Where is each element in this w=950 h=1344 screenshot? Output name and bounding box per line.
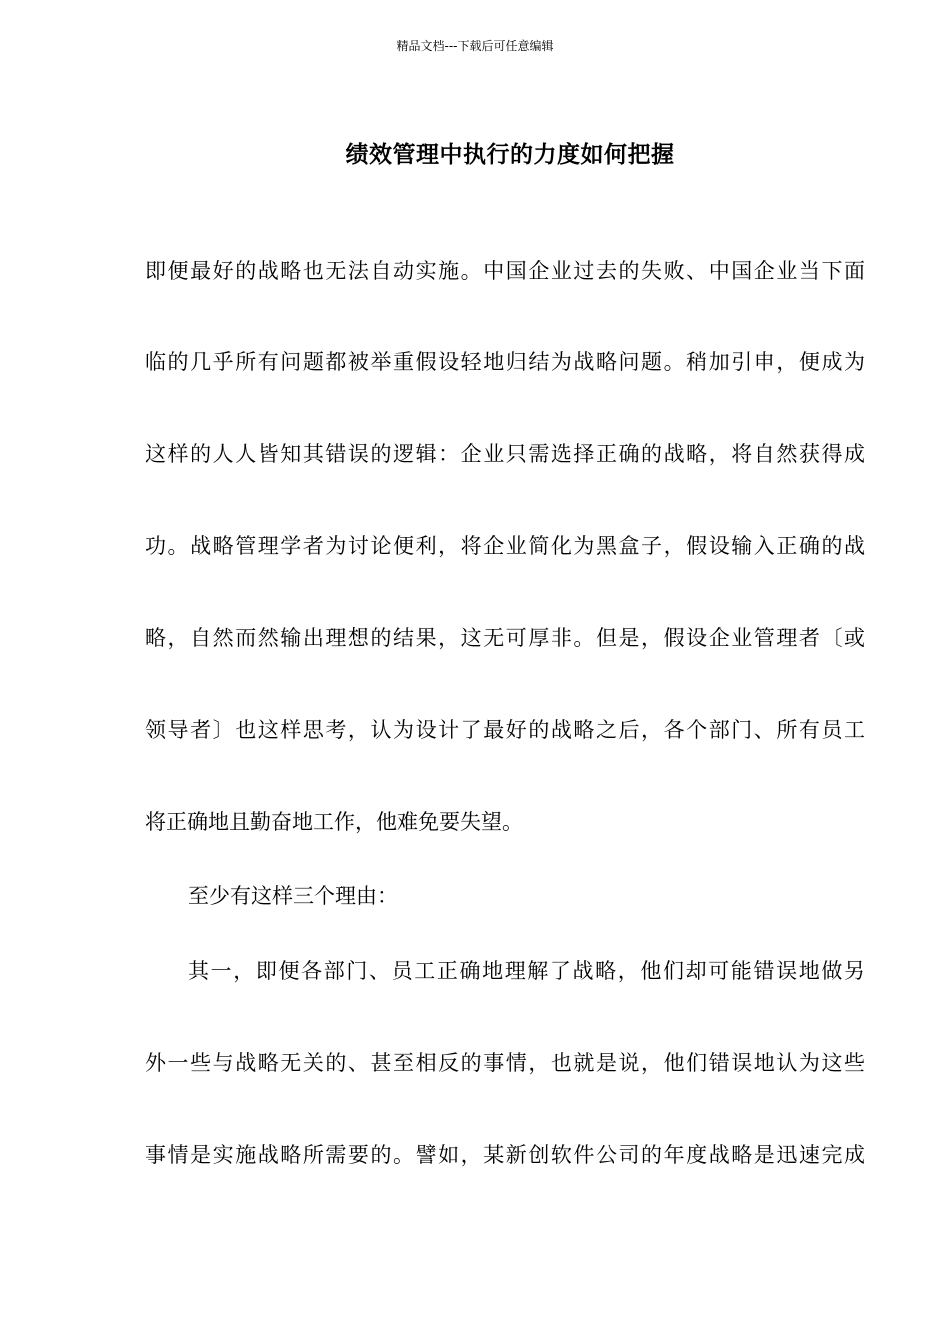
page-header-note: 精品文档---下载后可任意编辑 — [396, 39, 554, 53]
body-line-6: 领导者〕也这样思考，认为设计了最好的战略之后，各个部门、所有员工 — [145, 718, 865, 742]
body-line-10: 外一些与战略无关的、甚至相反的事情，也就是说，他们错误地认为这些 — [145, 1051, 865, 1075]
body-line-8: 至少有这样三个理由： — [188, 884, 398, 908]
body-line-5: 略，自然而然输出理想的结果，这无可厚非。但是，假设企业管理者〔或 — [145, 626, 865, 650]
body-line-4: 功。战略管理学者为讨论便利，将企业简化为黑盒子，假设输入正确的战 — [145, 534, 865, 558]
body-line-11: 事情是实施战略所需要的。譬如，某新创软件公司的年度战略是迅速完成 — [145, 1143, 865, 1167]
body-line-1: 即便最好的战略也无法自动实施。中国企业过去的失败、中国企业当下面 — [145, 259, 865, 283]
body-line-9: 其一，即便各部门、员工正确地理解了战略，他们却可能错误地做另 — [188, 959, 865, 983]
body-line-2: 临的几乎所有问题都被举重假设轻地归结为战略问题。稍加引申，便成为 — [145, 350, 865, 374]
document-title: 绩效管理中执行的力度如何把握 — [345, 141, 675, 168]
body-line-7: 将正确地且勤奋地工作，他难免要失望。 — [145, 810, 523, 834]
body-line-3: 这样的人人皆知其错误的逻辑：企业只需选择正确的战略，将自然获得成 — [145, 442, 865, 466]
